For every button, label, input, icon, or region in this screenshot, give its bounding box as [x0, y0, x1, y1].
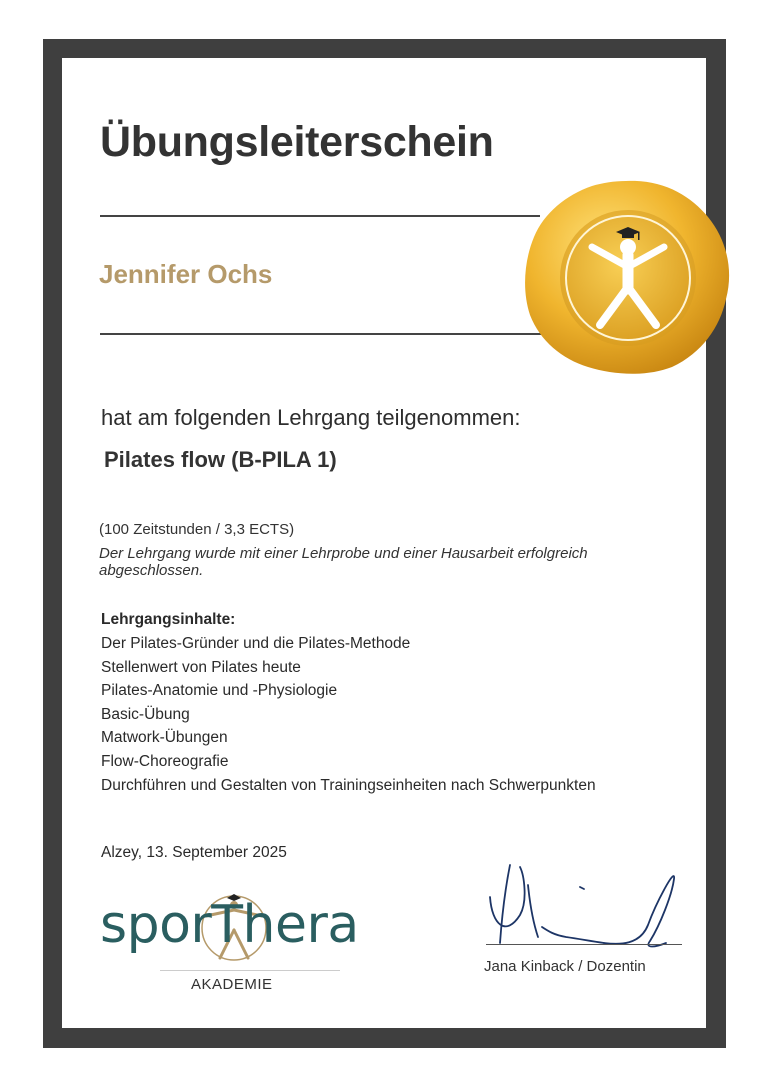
contents-heading: Lehrgangsinhalte: — [101, 611, 236, 628]
list-item: Basic-Übung — [101, 705, 190, 723]
list-item: Flow-Choreografie — [101, 752, 229, 770]
signature-line — [486, 944, 682, 945]
list-item: Der Pilates-Gründer und die Pilates-Methode — [101, 635, 411, 652]
logo-brand: sporThera — [100, 895, 359, 955]
participation-statement: hat am folgenden Lehrgang teilgenommen: — [101, 405, 521, 430]
wax-seal-icon — [522, 177, 734, 377]
list-item: Stellenwert von Pilates heute — [101, 658, 301, 676]
signature — [480, 855, 690, 955]
logo-subtitle: AKADEMIE — [191, 976, 273, 993]
date: 13. September 2025 — [146, 844, 287, 861]
course-name: Pilates flow (B-PILA 1) — [104, 447, 337, 472]
place: Alzey, — [101, 844, 143, 861]
certificate-title: Übungsleiterschein — [100, 118, 494, 166]
logo-divider — [160, 970, 340, 971]
signatory: Jana Kinback / Dozentin — [484, 958, 646, 975]
course-hours: (100 Zeitstunden / 3,3 ECTS) — [99, 521, 295, 538]
place-and-date — [101, 844, 287, 862]
list-item: Pilates-Anatomie und -Physiologie — [101, 682, 338, 700]
participant-name: Jennifer Ochs — [99, 259, 273, 289]
logo-wordmark — [100, 895, 359, 955]
name-rule-top — [100, 215, 540, 217]
list-item: Durchführen und Gestalten von Trainingseinheiten nach Schwerpunkten — [101, 776, 596, 794]
course-contents — [101, 611, 596, 797]
list-item: Matwork-Übungen — [101, 729, 228, 747]
completion-remark: Der Lehrgang wurde mit einer Lehrprobe und einer Hausarbeit erfolgreich abgeschlossen. — [99, 545, 588, 579]
name-rule-bottom — [100, 333, 550, 335]
